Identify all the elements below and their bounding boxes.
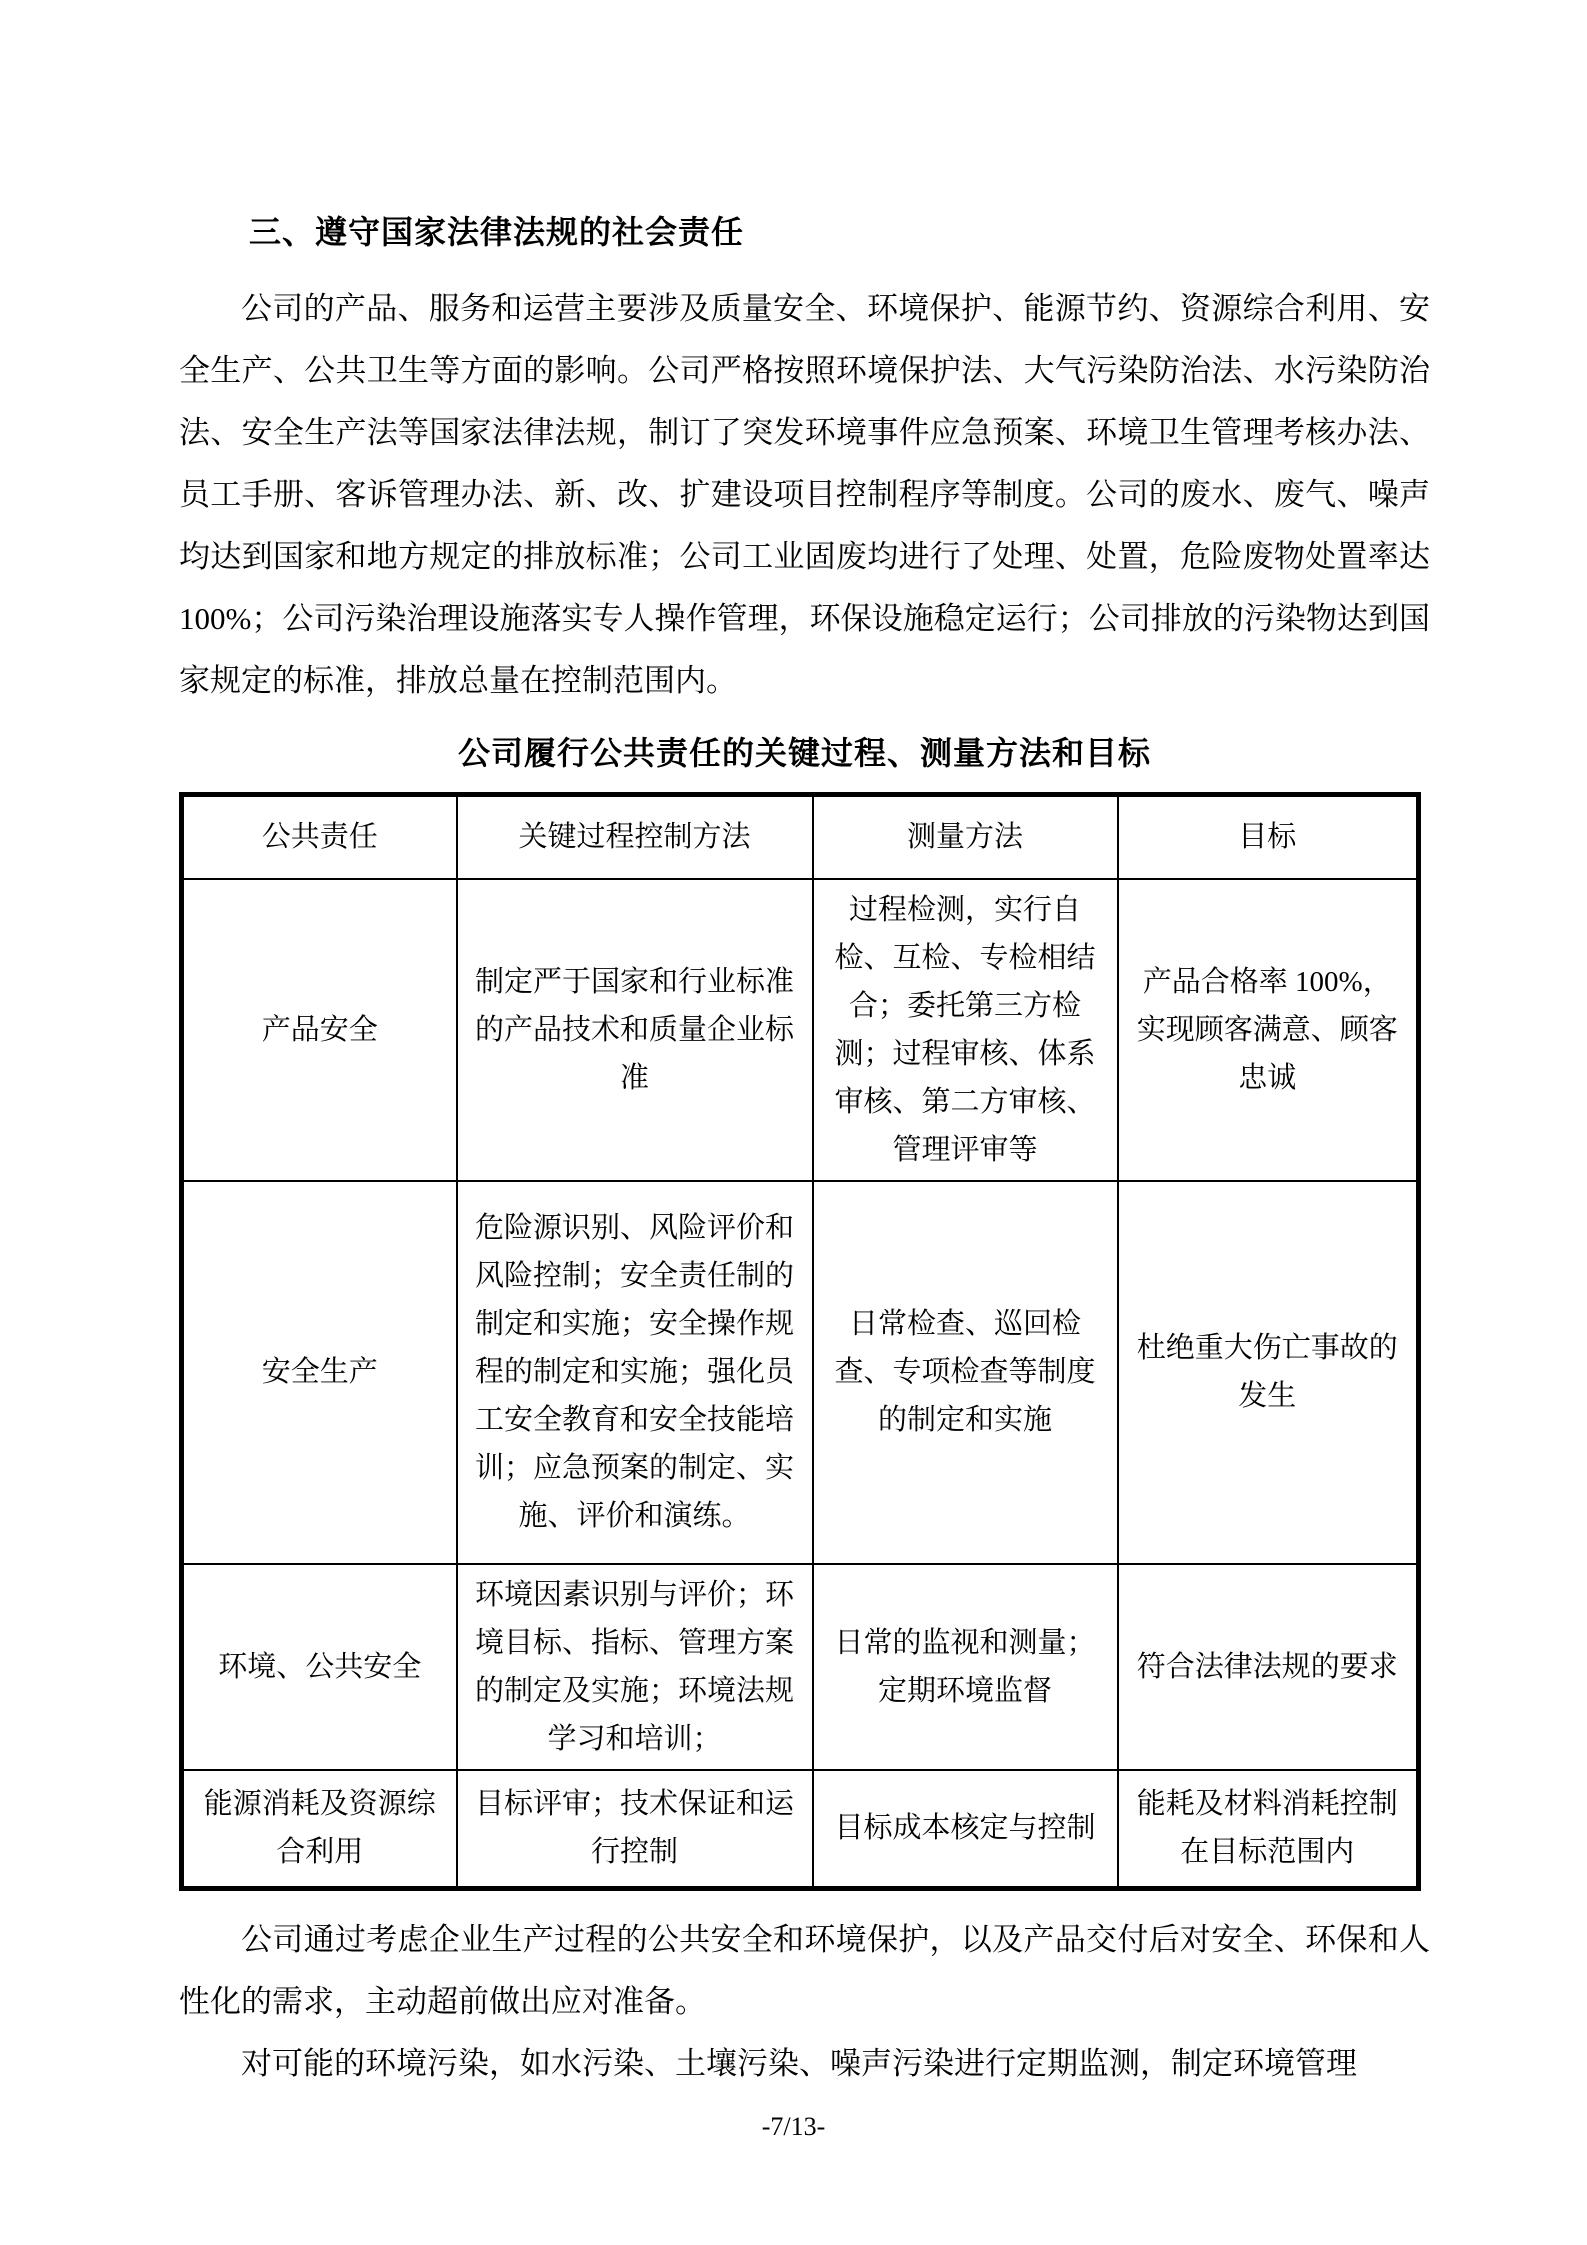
cell-target: 杜绝重大伤亡事故的发生 (1118, 1181, 1419, 1564)
table-row-product-safety (182, 879, 1419, 1181)
cell-process: 制定严于国家和行业标准的产品技术和质量企业标准 (457, 879, 813, 1181)
public-responsibility-table (179, 792, 1421, 1891)
paragraph-legal-compliance: 公司的产品、服务和运营主要涉及质量安全、环境保护、能源节约、资源综合利用、安全生产、公共卫生等方面的影响。公司严格按照环境保护法、大气污染防治法、水污染防治法、安全生产法等国家法律法规，制订了突发环境事件应急预案、环境卫生管理考核办法、员工手册、客诉管理办法、新、改、扩建设项目控制程序等制度。公司的废水、废气、噪声均达到国家和地方规定的排放标准；公司工业固废均进行了处理、处置，危险废物处置率达100%；公司污染治理设施落实专人操作管理，环保设施稳定运行；公司排放的污染物达到国家规定的标准，排放总量在控制范围内。 (179, 291, 1430, 698)
table-row-environment-public-safety (182, 1564, 1419, 1770)
cell-process: 目标评审；技术保证和运行控制 (457, 1770, 813, 1889)
cell-measurement: 日常的监视和测量；定期环境监督 (813, 1564, 1118, 1770)
table-title: 公司履行公共责任的关键过程、测量方法和目标 (457, 735, 1151, 771)
table-row-energy-resources (182, 1770, 1419, 1889)
section-heading: 三、遵守国家法律法规的社会责任 (249, 213, 745, 251)
cell-process: 危险源识别、风险评价和风险控制；安全责任制的制定和实施；安全操作规程的制定和实施；强化员工安全教育和安全技能培训；应急预案的制定、实施、评价和演练。 (457, 1181, 813, 1564)
cell-measurement: 过程检测，实行自检、互检、专检相结合；委托第三方检测；过程审核、体系审核、第二方审核、管理评审等 (813, 879, 1118, 1181)
paragraph-proactive-preparation: 公司通过考虑企业生产过程的公共安全和环境保护，以及产品交付后对安全、环保和人性化的需求，主动超前做出应对准备。 (179, 1922, 1430, 2019)
header-responsibility: 公共责任 (182, 795, 457, 879)
cell-measurement: 日常检查、巡回检查、专项检查等制度的制定和实施 (813, 1181, 1118, 1564)
cell-target: 产品合格率 100%，实现顾客满意、顾客忠诚 (1118, 879, 1419, 1181)
cell-responsibility: 能源消耗及资源综合利用 (182, 1770, 457, 1889)
table-header-row (182, 795, 1419, 879)
page-number: -7/13- (761, 2112, 826, 2141)
cell-target: 能耗及材料消耗控制在目标范围内 (1118, 1770, 1419, 1889)
cell-responsibility: 安全生产 (182, 1181, 457, 1564)
paragraph-pollution-monitoring: 对可能的环境污染，如水污染、土壤污染、噪声污染进行定期监测，制定环境管理 (241, 2046, 1357, 2081)
cell-target: 符合法律法规的要求 (1118, 1564, 1419, 1770)
header-target: 目标 (1118, 795, 1419, 879)
header-process: 关键过程控制方法 (457, 795, 813, 879)
table-row-safe-production (182, 1181, 1419, 1564)
cell-responsibility: 环境、公共安全 (182, 1564, 457, 1770)
header-measurement: 测量方法 (813, 795, 1118, 879)
cell-measurement: 目标成本核定与控制 (813, 1770, 1118, 1889)
cell-responsibility: 产品安全 (182, 879, 457, 1181)
cell-process: 环境因素识别与评价；环境目标、指标、管理方案的制定及实施；环境法规学习和培训； (457, 1564, 813, 1770)
